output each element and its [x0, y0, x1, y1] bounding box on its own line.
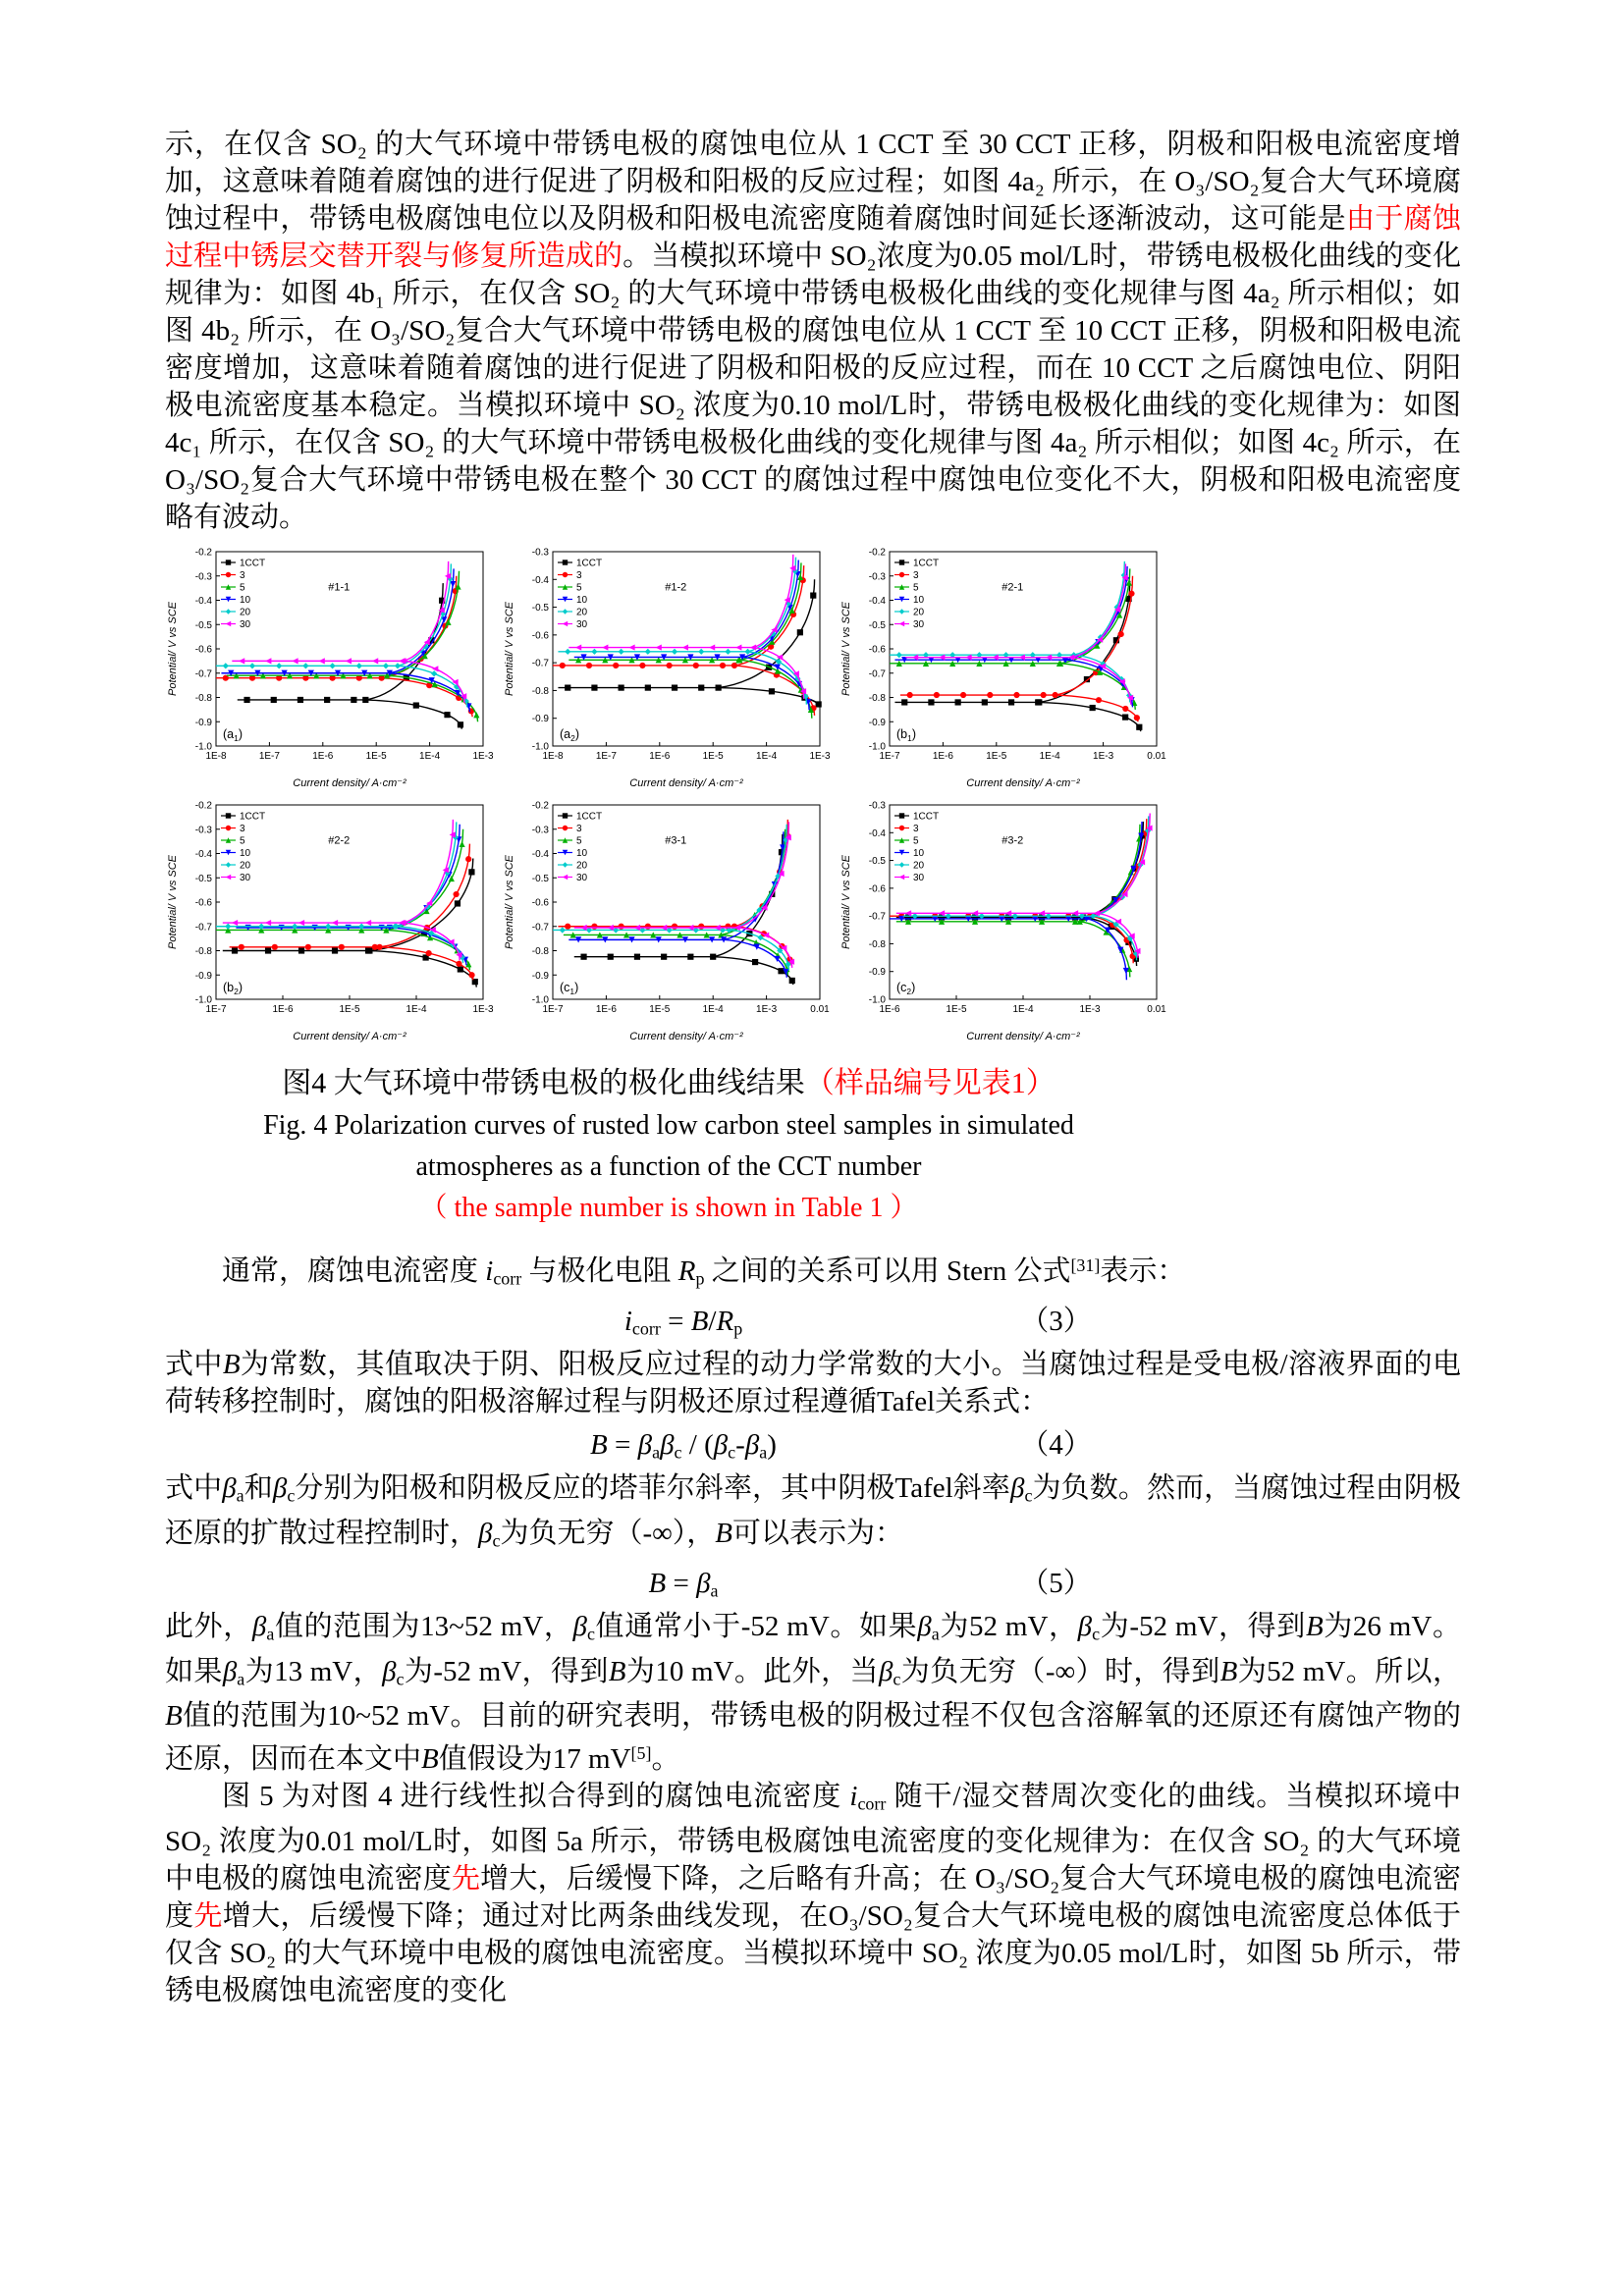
svg-text:Potential/ V vs SCE: Potential/ V vs SCE — [504, 855, 515, 949]
svg-text:-0.5: -0.5 — [194, 873, 212, 884]
series-10 — [236, 825, 468, 966]
text-run: B — [165, 1700, 183, 1733]
text-run: a — [759, 1442, 768, 1463]
svg-text:10: 10 — [576, 595, 588, 606]
svg-text:1E-3: 1E-3 — [1079, 1004, 1101, 1015]
series-30 — [568, 555, 806, 699]
text-run: 式中 — [165, 1472, 223, 1505]
series-10 — [568, 831, 788, 978]
svg-text:-1.0: -1.0 — [531, 741, 549, 753]
svg-text:-1.0: -1.0 — [531, 994, 549, 1006]
svg-text:-0.6: -0.6 — [868, 644, 886, 656]
sample-label: #3-1 — [665, 834, 687, 847]
svg-text:30: 30 — [913, 619, 925, 630]
paragraph-3 — [165, 1346, 1461, 1420]
text-run: [31] — [1070, 1255, 1101, 1275]
svg-text:1E-5: 1E-5 — [649, 1004, 671, 1015]
svg-text:-0.5: -0.5 — [194, 619, 212, 631]
text-run: / ( — [681, 1429, 714, 1462]
svg-text:0.01: 0.01 — [810, 1004, 830, 1015]
svg-text:1CCT: 1CCT — [240, 558, 266, 569]
chart-legend — [558, 559, 602, 631]
svg-text:Current density/ A·cm⁻²: Current density/ A·cm⁻² — [629, 777, 743, 789]
svg-text:-1.0: -1.0 — [868, 741, 886, 753]
polarization-chart-svg — [839, 797, 1168, 1044]
text-run: （样品编号见表1） — [804, 1067, 1056, 1099]
svg-text:30: 30 — [913, 873, 925, 883]
sample-label: #2-1 — [1001, 581, 1024, 594]
svg-text:-0.3: -0.3 — [868, 800, 886, 812]
text-run: c — [492, 1530, 501, 1551]
svg-text:1E-6: 1E-6 — [312, 751, 334, 762]
svg-text:1E-6: 1E-6 — [595, 1004, 617, 1015]
text-run: c — [1092, 1624, 1101, 1644]
text-run: 值假设为17 mV — [438, 1743, 631, 1776]
svg-text:-0.4: -0.4 — [868, 828, 886, 839]
svg-text:1E-7: 1E-7 — [258, 751, 280, 762]
svg-text:-0.6: -0.6 — [531, 630, 549, 642]
svg-text:1E-6: 1E-6 — [879, 1004, 900, 1015]
text-run: β — [637, 1429, 653, 1462]
text-run: 先 — [451, 1862, 481, 1895]
equation-3 — [165, 1299, 1461, 1344]
text-run: 和 — [244, 1472, 273, 1505]
svg-text:3: 3 — [576, 570, 582, 581]
svg-text:-0.8: -0.8 — [868, 693, 886, 704]
svg-text:1CCT: 1CCT — [576, 558, 603, 569]
text-run: i — [485, 1255, 494, 1287]
chart-legend — [221, 812, 265, 884]
panel-label: $(b_1)$ — [896, 727, 917, 743]
svg-text:1E-3: 1E-3 — [472, 751, 494, 762]
text-run: a — [266, 1624, 275, 1644]
svg-text:-0.3: -0.3 — [194, 571, 212, 583]
text-run: B — [1305, 1611, 1324, 1643]
svg-text:Current density/ A·cm⁻²: Current density/ A·cm⁻² — [966, 1031, 1080, 1042]
svg-text:-1.0: -1.0 — [194, 994, 212, 1006]
svg-text:-0.9: -0.9 — [868, 967, 886, 979]
text-run: a — [236, 1485, 244, 1506]
svg-text:30: 30 — [240, 619, 251, 630]
svg-text:5: 5 — [576, 582, 582, 594]
svg-text:1E-5: 1E-5 — [365, 751, 387, 762]
paragraph-5 — [165, 1608, 1461, 1778]
svg-text:1E-7: 1E-7 — [879, 751, 900, 762]
text-run: 与极化电阻 — [521, 1255, 678, 1287]
svg-text:-0.8: -0.8 — [531, 685, 549, 697]
text-run: β — [660, 1429, 675, 1462]
svg-text:0.01: 0.01 — [1147, 751, 1166, 762]
svg-text:1E-5: 1E-5 — [946, 1004, 967, 1015]
text-run: β — [917, 1611, 932, 1643]
text-run: 为52 mV， — [939, 1611, 1078, 1643]
text-run: β — [1077, 1611, 1093, 1643]
polarization-chart-svg — [502, 544, 832, 791]
svg-text:20: 20 — [240, 860, 251, 872]
svg-text:-0.2: -0.2 — [531, 800, 549, 812]
text-run: β — [696, 1568, 711, 1600]
text-run: c — [586, 1624, 595, 1644]
svg-text:-1.0: -1.0 — [868, 994, 886, 1006]
text-run: 通常，腐蚀电流密度 — [222, 1255, 486, 1287]
paragraph-2 — [165, 1247, 1461, 1297]
text-run: = — [666, 1568, 697, 1600]
svg-text:-0.4: -0.4 — [868, 596, 886, 607]
svg-text:1E-4: 1E-4 — [1039, 751, 1060, 762]
svg-text:1E-4: 1E-4 — [1012, 1004, 1034, 1015]
text-run: β — [713, 1429, 729, 1462]
chart-legend — [558, 812, 602, 884]
svg-text:-0.3: -0.3 — [531, 825, 549, 836]
text-run: = — [607, 1429, 638, 1462]
sample-label: #3-2 — [1001, 834, 1024, 847]
text-run: B — [421, 1743, 439, 1776]
text-run: 随干/湿交替周次变化的曲线。当模拟环境中 SO₂ 浓度为0.01 mol/L时，如图 5a 所示，带锈电极腐蚀电流密度的变化规律为：在仅含 SO₂ 的大气环境中电极的腐蚀电流密度 — [165, 1781, 1461, 1895]
text-run: a — [710, 1580, 719, 1601]
equation-4-body — [590, 1422, 777, 1474]
svg-text:-0.9: -0.9 — [194, 717, 212, 728]
svg-text:-0.7: -0.7 — [194, 922, 212, 934]
text-run: 此外， — [165, 1611, 252, 1643]
text-run: a — [931, 1624, 940, 1644]
sample-label: #1-1 — [328, 581, 351, 594]
text-run: 为常数，其值取决于阴、阳极反应过程的动力学常数的大小。当腐蚀过程是受电极/溶液界面的电荷转移控制时，腐蚀的阳极溶解过程与阴极还原过程遵循Tafel关系式： — [165, 1349, 1461, 1418]
svg-text:-0.9: -0.9 — [868, 717, 886, 728]
text-run: B — [1219, 1655, 1238, 1687]
text-run: B — [690, 1306, 709, 1338]
paragraph-4 — [165, 1469, 1461, 1559]
svg-text:-0.9: -0.9 — [194, 970, 212, 982]
equation-3-body — [624, 1299, 742, 1351]
svg-text:10: 10 — [576, 848, 588, 859]
svg-text:-0.5: -0.5 — [868, 856, 886, 868]
svg-text:-0.6: -0.6 — [194, 897, 212, 909]
svg-text:-0.7: -0.7 — [531, 658, 549, 669]
series-3 — [216, 576, 474, 718]
svg-text:-0.5: -0.5 — [531, 873, 549, 884]
svg-text:1E-5: 1E-5 — [986, 751, 1007, 762]
svg-text:20: 20 — [240, 607, 251, 618]
figure-4-caption-en-line1: Fig. 4 Polarization curves of rusted low carbon steel samples in simulated — [263, 1110, 1074, 1141]
chart-b1 — [839, 544, 1168, 791]
svg-text:-0.2: -0.2 — [868, 547, 886, 559]
svg-text:1CCT: 1CCT — [240, 811, 266, 823]
svg-text:5: 5 — [576, 835, 582, 847]
text-run: p — [695, 1268, 705, 1289]
text-run: 增大，后缓慢下降；通过对比两条曲线发现，在O₃/SO₂复合大气环境电极的腐蚀电流密度总体低于仅含 SO₂ 的大气环境中电极的腐蚀电流密度。当模拟环境中 SO₂ 浓度为0.05 mol/L时，如图 5b 所示，带锈电极腐蚀电流密度的变化 — [165, 1899, 1461, 2006]
svg-text:1E-5: 1E-5 — [339, 1004, 360, 1015]
series-30 — [896, 813, 1153, 957]
svg-text:1E-3: 1E-3 — [809, 751, 831, 762]
svg-text:-0.4: -0.4 — [194, 849, 212, 860]
text-run: 值的范围为13~52 mV， — [274, 1611, 573, 1643]
equation-4-number: （4） — [1020, 1429, 1092, 1462]
text-run: β — [222, 1472, 237, 1505]
svg-text:-0.3: -0.3 — [531, 547, 549, 559]
text-run: β — [878, 1655, 893, 1687]
text-run: 。当模拟环境中 SO₂浓度为0.05 mol/L时，带锈电极极化曲线的变化规律为：如图 4b₁ 所示，在仅含 SO₂ 的大气环境中带锈电极极化曲线的变化规律与图 4a₂ 所示相似；如图 4b₂ 所示，在 O₃/SO₂复合大气环境中带锈电极的腐蚀电位从 1 CCT 至 10 CCT 正移，阴极和阳极电流密度增加，这意味着随着腐蚀的进行促进了阴极和阳极的反应过程，而在 10 CCT 之后腐蚀电位、阴阳极电流密度基本稳定。当模拟环境中 SO₂ 浓度为0.10 mol/L时，带锈电极极化曲线的变化规律为：如图 4c₁ 所示，在仅含 SO₂ 的大气环境中带锈电极极化曲线的变化规律与图 4a₂ 所示相似；如图 4c₂ 所示，在 O₃/SO₂复合大气环境中带锈电极在整个 30 CCT 的腐蚀过程中腐蚀电位变化不大，阴极和阳极电流密度略有波动。 — [165, 240, 1461, 533]
svg-text:1E-4: 1E-4 — [419, 751, 441, 762]
text-run: β — [1010, 1472, 1025, 1505]
chart-a1 — [165, 544, 495, 791]
panel-label: $(b_2)$ — [223, 981, 244, 996]
text-run: 先 — [193, 1899, 223, 1932]
chart-legend — [894, 812, 939, 884]
svg-text:-0.3: -0.3 — [868, 571, 886, 583]
svg-text:-0.8: -0.8 — [194, 693, 212, 704]
text-run: R — [716, 1306, 734, 1338]
figure-4 — [165, 544, 1172, 1229]
polarization-chart-svg — [165, 544, 495, 791]
equation-5-number: （5） — [1020, 1568, 1092, 1600]
text-run: c — [396, 1669, 405, 1689]
svg-text:Potential/ V vs SCE: Potential/ V vs SCE — [504, 602, 515, 696]
svg-text:5: 5 — [240, 835, 245, 847]
text-run: β — [272, 1472, 288, 1505]
text-run: （ the sample number is shown in Table 1 ） — [419, 1193, 918, 1223]
svg-text:3: 3 — [913, 824, 919, 834]
text-run: 为负数。然而，当腐蚀过程由阴极还原的扩散过程控制时， — [165, 1472, 1461, 1549]
svg-text:-0.7: -0.7 — [194, 668, 212, 680]
chart-c1 — [502, 797, 832, 1044]
svg-text:Potential/ V vs SCE: Potential/ V vs SCE — [167, 855, 179, 949]
text-run: 为负无穷（-∞）， — [500, 1517, 716, 1549]
text-run: atmospheres as a function of the CCT number — [415, 1151, 922, 1182]
series-5 — [896, 825, 1142, 978]
svg-text:1E-7: 1E-7 — [595, 751, 617, 762]
svg-text:-0.6: -0.6 — [531, 897, 549, 909]
svg-text:1E-8: 1E-8 — [542, 751, 564, 762]
svg-text:10: 10 — [913, 595, 925, 606]
text-run: 示，在仅含 SO₂ 的大气环境中带锈电极的腐蚀电位从 1 CCT 至 30 CCT 正移，阴极和阳极电流密度增加，这意味着随着腐蚀的进行促进了阴极和阳极的反应过程；如图 4a₂ 所示，在 O₃/SO₂复合大气环境腐蚀过程中，带锈电极腐蚀电位以及阴极和阳极电流密度随着腐蚀时间延长逐渐波动，这可能是 — [165, 129, 1461, 235]
svg-text:Potential/ V vs SCE: Potential/ V vs SCE — [167, 602, 179, 696]
text-run: 值通常小于-52 mV。如果 — [594, 1611, 918, 1643]
svg-text:-0.5: -0.5 — [868, 619, 886, 631]
text-run: B — [648, 1568, 667, 1600]
text-run: B — [715, 1517, 733, 1549]
text-run: 图4 大气环境中带锈电极的极化曲线结果 — [282, 1067, 805, 1099]
paragraph-6 — [165, 1778, 1461, 2008]
text-run: 。 — [651, 1743, 680, 1776]
text-run: 为10 mV。此外，当 — [625, 1655, 879, 1687]
svg-text:1E-3: 1E-3 — [472, 1004, 494, 1015]
polarization-chart-svg — [165, 797, 495, 1044]
text-run: 表示： — [1100, 1255, 1186, 1287]
svg-text:-0.3: -0.3 — [194, 825, 212, 836]
text-run: 为负无穷（-∞）时，得到 — [900, 1655, 1220, 1687]
svg-text:3: 3 — [240, 824, 245, 834]
series-3 — [900, 576, 1140, 722]
text-run: β — [478, 1517, 493, 1549]
svg-text:Potential/ V vs SCE: Potential/ V vs SCE — [840, 855, 852, 949]
text-run: B — [590, 1429, 608, 1462]
text-run: 为-52 mV，得到 — [1100, 1611, 1306, 1643]
svg-text:Potential/ V vs SCE: Potential/ V vs SCE — [840, 602, 852, 696]
equation-5-body — [648, 1561, 718, 1613]
text-run: β — [382, 1655, 397, 1687]
equation-5 — [165, 1561, 1461, 1606]
svg-text:1E-4: 1E-4 — [756, 751, 778, 762]
svg-text:-0.7: -0.7 — [868, 911, 886, 923]
text-run: β — [251, 1611, 267, 1643]
svg-text:20: 20 — [913, 607, 925, 618]
svg-text:-1.0: -1.0 — [194, 741, 212, 753]
svg-text:5: 5 — [913, 835, 919, 847]
chart-a2 — [502, 544, 832, 791]
text-run: β — [222, 1655, 238, 1687]
text-run: = — [660, 1306, 691, 1338]
svg-text:Current density/ A·cm⁻²: Current density/ A·cm⁻² — [293, 777, 406, 789]
svg-text:5: 5 — [240, 582, 245, 594]
figure-4-grid — [165, 544, 1172, 1044]
svg-text:1E-3: 1E-3 — [1093, 751, 1114, 762]
text-run: p — [733, 1318, 743, 1339]
sample-label: #1-2 — [665, 581, 687, 594]
svg-text:3: 3 — [576, 824, 582, 834]
svg-text:Current density/ A·cm⁻²: Current density/ A·cm⁻² — [293, 1031, 406, 1042]
svg-text:1E-6: 1E-6 — [649, 751, 671, 762]
chart-legend — [221, 559, 265, 631]
polarization-chart-svg — [839, 544, 1168, 791]
series-20 — [558, 558, 808, 705]
text-run: i — [623, 1306, 632, 1338]
svg-text:1CCT: 1CCT — [913, 558, 940, 569]
text-run: 式中 — [165, 1349, 223, 1381]
svg-text:-0.4: -0.4 — [531, 849, 549, 860]
series-3 — [230, 844, 475, 981]
svg-text:-0.6: -0.6 — [194, 644, 212, 656]
text-run: 为52 mV。所以， — [1237, 1655, 1461, 1687]
text-run: 由于腐蚀过程中锈层交替开裂与修复所造成的 — [165, 203, 1461, 272]
text-run: 为26 mV。如果 — [165, 1611, 1461, 1687]
text-run: β — [744, 1429, 760, 1462]
svg-text:Current density/ A·cm⁻²: Current density/ A·cm⁻² — [966, 777, 1080, 789]
svg-text:5: 5 — [913, 582, 919, 594]
text-run: 之间的关系可以用 Stern 公式 — [704, 1255, 1071, 1287]
text-run: β — [572, 1611, 587, 1643]
svg-text:1E-6: 1E-6 — [932, 751, 953, 762]
svg-text:3: 3 — [913, 570, 919, 581]
svg-text:1E-6: 1E-6 — [272, 1004, 294, 1015]
series-5 — [564, 829, 790, 976]
text-run: [5] — [630, 1743, 652, 1764]
text-run: 为13 mV， — [244, 1655, 383, 1687]
text-run: a — [652, 1442, 661, 1463]
figure-4-caption-en-line2 — [165, 1147, 1172, 1229]
svg-text:-0.5: -0.5 — [531, 603, 549, 614]
svg-text:1E-4: 1E-4 — [406, 1004, 427, 1015]
svg-text:20: 20 — [576, 860, 588, 872]
text-run: corr — [631, 1318, 661, 1339]
figure-4-caption-zh — [165, 1062, 1172, 1105]
svg-text:10: 10 — [913, 848, 925, 859]
text-run: 分别为阳极和阴极反应的塔菲尔斜率，其中阴极Tafel斜率 — [295, 1472, 1011, 1505]
equation-3-number: （3） — [1020, 1306, 1092, 1338]
text-run: 值的范围为10~52 mV。目前的研究表明，带锈电极的阴极过程不仅包含溶解氧的还原还有腐蚀产物的还原，因而在本文中 — [165, 1700, 1461, 1776]
equation-4 — [165, 1422, 1461, 1468]
text-run: - — [735, 1429, 745, 1462]
text-run: 为-52 mV，得到 — [404, 1655, 609, 1687]
svg-text:-0.8: -0.8 — [194, 946, 212, 957]
text-run: c — [287, 1485, 296, 1506]
svg-text:-0.2: -0.2 — [194, 547, 212, 559]
text-run: 可以表示为： — [732, 1517, 904, 1549]
svg-text:-0.4: -0.4 — [194, 596, 212, 607]
text-run: corr — [857, 1793, 887, 1814]
text-run: ) — [767, 1429, 777, 1462]
svg-text:-0.7: -0.7 — [868, 668, 886, 680]
text-run: c — [674, 1442, 682, 1463]
text-run: a — [237, 1669, 245, 1689]
sample-label: #2-2 — [328, 834, 351, 847]
svg-text:30: 30 — [576, 619, 588, 630]
panel-label: $(c_1)$ — [560, 981, 579, 996]
svg-text:10: 10 — [240, 595, 251, 606]
panel-label: $(a_1)$ — [223, 727, 244, 743]
chart-b2 — [165, 797, 495, 1044]
paragraph-1 — [165, 126, 1461, 536]
svg-text:0.01: 0.01 — [1147, 1004, 1166, 1015]
text-run: c — [728, 1442, 736, 1463]
svg-text:1E-5: 1E-5 — [702, 751, 724, 762]
polarization-chart-svg — [502, 797, 832, 1044]
svg-text:10: 10 — [240, 848, 251, 859]
text-run: i — [849, 1781, 858, 1813]
svg-text:3: 3 — [240, 570, 245, 581]
text-run: R — [677, 1255, 696, 1287]
svg-text:30: 30 — [240, 873, 251, 883]
svg-text:30: 30 — [576, 873, 588, 883]
text-run: B — [608, 1655, 626, 1687]
series-1CCT — [238, 583, 463, 729]
text-run: c — [1024, 1485, 1033, 1506]
series-1CCT — [894, 581, 1142, 731]
svg-text:1CCT: 1CCT — [913, 811, 940, 823]
svg-text:1E-7: 1E-7 — [542, 1004, 564, 1015]
svg-text:1E-8: 1E-8 — [205, 751, 227, 762]
svg-text:1E-7: 1E-7 — [205, 1004, 227, 1015]
chart-c2 — [839, 797, 1168, 1044]
svg-text:1E-3: 1E-3 — [756, 1004, 778, 1015]
svg-text:-0.8: -0.8 — [868, 938, 886, 950]
panel-label: $(c_2)$ — [896, 981, 916, 996]
figure-4-captions — [165, 1062, 1172, 1229]
svg-text:-0.8: -0.8 — [531, 946, 549, 957]
text-run: 图 5 为对图 4 进行线性拟合得到的腐蚀电流密度 — [222, 1781, 850, 1813]
svg-text:Current density/ A·cm⁻²: Current density/ A·cm⁻² — [629, 1031, 743, 1042]
text-run: / — [708, 1306, 717, 1338]
panel-label: $(a_2)$ — [560, 727, 580, 743]
svg-text:-0.9: -0.9 — [531, 970, 549, 982]
svg-text:20: 20 — [576, 607, 588, 618]
svg-text:-0.7: -0.7 — [531, 922, 549, 934]
text-run: c — [893, 1669, 901, 1689]
svg-text:-0.6: -0.6 — [868, 883, 886, 895]
chart-legend — [894, 559, 939, 631]
svg-text:20: 20 — [913, 860, 925, 872]
svg-text:-0.2: -0.2 — [194, 800, 212, 812]
svg-text:-0.9: -0.9 — [531, 714, 549, 725]
svg-text:1E-4: 1E-4 — [702, 1004, 724, 1015]
text-run: 增大，后缓慢下降，之后略有升高；在 O₃/SO₂复合大气环境电极的腐蚀电流密度 — [165, 1862, 1461, 1932]
text-run: corr — [493, 1268, 522, 1289]
text-run: B — [222, 1349, 241, 1381]
svg-text:-0.4: -0.4 — [531, 574, 549, 586]
series-1CCT — [558, 579, 821, 707]
svg-text:1CCT: 1CCT — [576, 811, 603, 823]
